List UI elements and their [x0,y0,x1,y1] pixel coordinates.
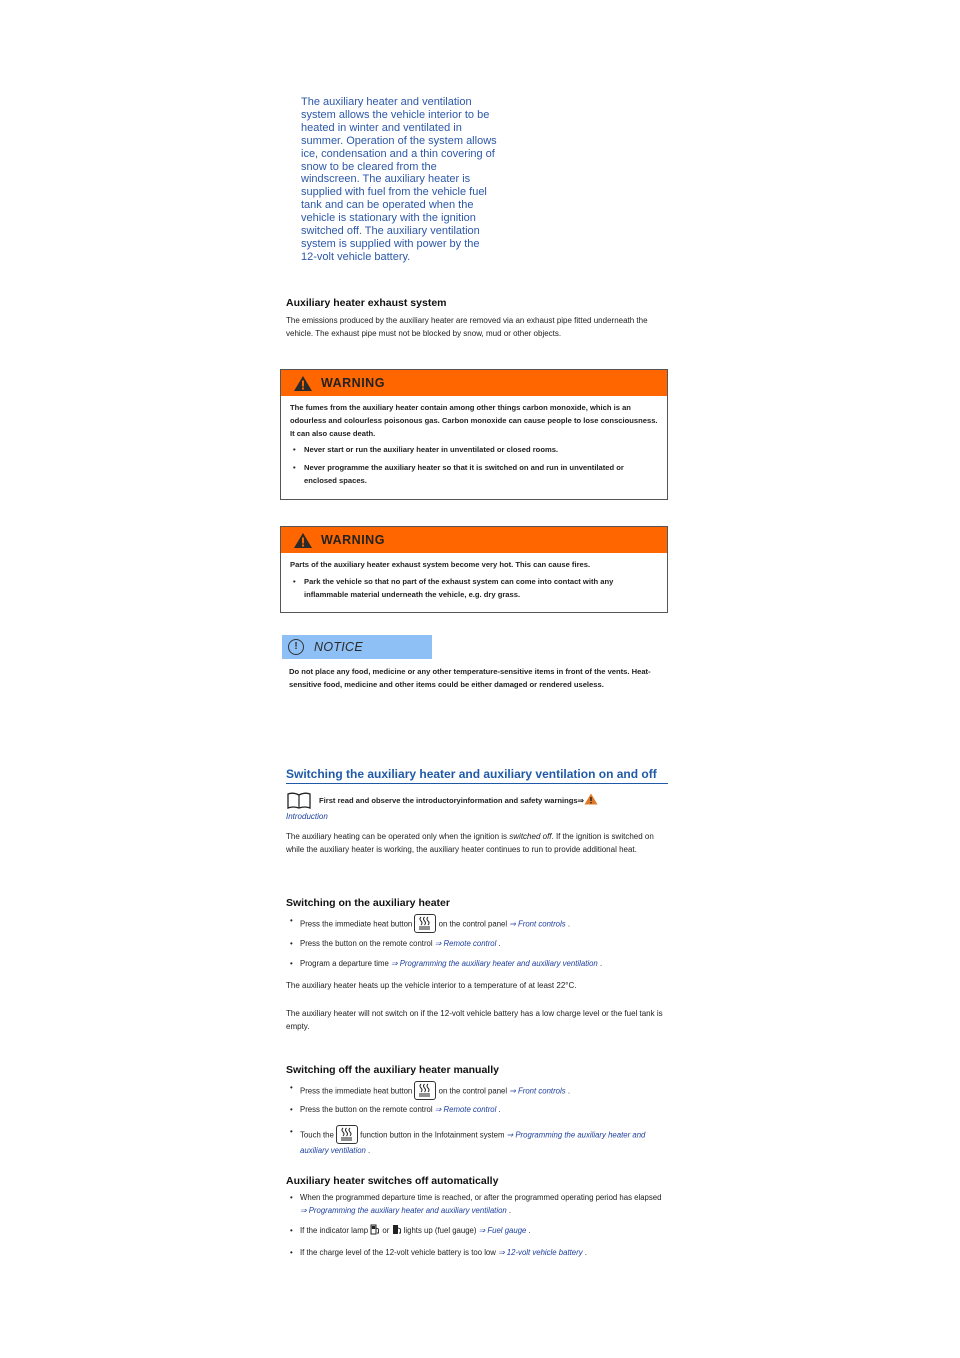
exhaust-heading: Auxiliary heater exhaust system [286,297,447,309]
item-text: on the control panel [438,1086,508,1096]
immediate-heat-icon [414,914,436,933]
notice-text: Do not place any food, medicine or any other temperature-sensitive items in front of the vents. Heat-sensitive food, medicine and other items could be either damaged or rendered useless. [289,667,651,689]
warning-box-hot-exhaust [280,526,668,613]
remote-control-link[interactable]: ⇒ Remote control [434,1105,497,1114]
item-text: Press the button on the remote control [300,1105,433,1114]
read-arrow: ⇒ [577,796,585,805]
warning-triangle-icon [293,532,313,549]
battery-link[interactable]: ⇒ 12-volt vehicle battery [498,1248,583,1257]
item-text: on the control panel [438,919,508,929]
list-item: • Touch the function button in the Infotainment system ⇒ Programming the auxiliary heater and auxiliary ventilation . [290,1127,646,1155]
programming-link[interactable]: ⇒ Programming the auxiliary heater and auxiliary ventilation [300,1205,507,1215]
remote-control-link[interactable]: ⇒ Remote control [434,939,497,948]
book-icon [286,791,312,810]
section-title: Switching the auxiliary heater and auxiliary ventilation on and off [286,767,668,784]
warning-text: Parts of the auxiliary heater exhaust system become very hot. This can cause fires. [290,560,591,569]
introduction-link[interactable]: Introduction [286,812,328,821]
switch-on-heading: Switching on the auxiliary heater [286,897,450,909]
notice-label: NOTICE [314,640,364,654]
warning-text: The fumes from the auxiliary heater contain among other things carbon monoxide, which is an odourless and colourless poisonous gas. Carbon monoxide can cause people to lose consciousness. It can also cause death. [290,403,658,438]
front-controls-link[interactable]: ⇒ Front controls [509,919,566,929]
temperature-text: The auxiliary heater heats up the vehicle interior to a temperature of at least 22°C. [286,981,577,990]
warning-label: WARNING [321,376,385,390]
list-item: • Press the button on the remote control ⇒ Remote control . [290,1105,501,1114]
fuel-lamp-icon [370,1224,380,1235]
read-first-text: First read and observe the introductoryinformation and safety warnings [319,796,578,805]
item-text: Press the button on the remote control [300,939,433,948]
programming-link[interactable]: ⇒ Programming the auxiliary heater and auxiliary ventilation [300,1130,646,1155]
warning-item: • Never programme the auxiliary heater so that it is switched on and run in unventilated or enclosed spaces. [290,462,658,488]
immediate-heat-icon [336,1125,358,1144]
item-text: When the programmed departure time is reached, or after the programmed operating period has elapsed [300,1193,662,1202]
warning-triangle-icon [293,375,313,392]
programming-link[interactable]: ⇒ Programming the auxiliary heater and auxiliary ventilation [391,959,598,968]
ignition-text-b: . If the ignition is switched on while the auxiliary heater is working, the auxiliary heater continues to run to provide additional heat. [286,832,654,854]
item-text: Program a departure time [300,959,389,968]
front-controls-link[interactable]: ⇒ Front controls [509,1086,566,1096]
item-text: Press the immediate heat button [300,919,413,929]
switch-off-heading: Switching off the auxiliary heater manually [286,1064,499,1076]
auto-off-heading: Auxiliary heater switches off automatically [286,1175,499,1187]
fuel-gauge-link[interactable]: ⇒ Fuel gauge [478,1226,527,1235]
warning-header [281,370,667,396]
item-text: function button in the Infotainment system [360,1130,505,1140]
ignition-text-a: The auxiliary heating can be operated only when the ignition is [286,832,510,841]
warning-item: • Park the vehicle so that no part of the exhaust system can come into contact with any inflammable material underneath the vehicle, e.g. dry grass. [290,576,658,602]
list-item: • Press the immediate heat button on the control panel ⇒ Front controls . [290,915,670,931]
list-item: • If the indicator lamp or lights up (fuel gauge) ⇒ Fuel gauge . [290,1226,531,1235]
list-item: • Press the immediate heat button on the control panel ⇒ Front controls . [290,1082,670,1098]
immediate-heat-icon [414,1081,436,1100]
fuel-lamp-icon [392,1224,402,1235]
list-item: • Program a departure time ⇒ Programming the auxiliary heater and auxiliary ventilation . [290,959,603,968]
warning-item: • Never start or run the auxiliary heater in unventilated or closed rooms. [290,444,658,457]
list-item: • Press the button on the remote control ⇒ Remote control . [290,939,501,948]
ignition-paragraph [286,830,668,856]
item-text: Touch the [300,1130,334,1140]
warning-triangle-icon [584,793,598,805]
notice-icon: ! [288,639,304,655]
notice-header [282,635,432,659]
ignition-emphasis: switched off [509,832,552,841]
list-item: • If the charge level of the 12-volt vehicle battery is too low ⇒ 12-volt vehicle battery . [290,1248,587,1257]
battery-text: The auxiliary heater will not switch on if the 12-volt vehicle battery has a low charge level or the fuel tank is empty. [286,1009,663,1031]
item-text: If the charge level of the 12-volt vehicle battery is too low [300,1248,496,1257]
list-item: • When the programmed departure time is reached, or after the programmed operating period has elapsed ⇒ Programming the auxiliary heater and auxiliary ventilation . [290,1193,662,1215]
item-text: If the indicator lamp [300,1226,369,1235]
item-text: lights up (fuel gauge) [403,1226,477,1235]
warning-box-fumes [280,369,668,500]
warning-header [281,527,667,553]
item-text: Press the immediate heat button [300,1086,413,1096]
read-first-line [319,795,598,807]
exhaust-text: The emissions produced by the auxiliary heater are removed via an exhaust pipe fitted underneath the vehicle. The exhaust pipe must not be blocked by snow, mud or other objects. [286,316,648,338]
item-text: or [382,1226,390,1235]
intro-text: The auxiliary heater and ventilation system allows the vehicle interior to be heated in winter and ventilated in summer. Operation of the system allows ice, condensation and a thin covering of snow to be cleared from the windscreen. The auxiliary heater is supplied with fuel from the vehicle fuel tank and can be operated when the vehicle is stationary with the ignition switched off. The auxiliary ventilation system is supplied with power by the 12-volt vehicle battery. [301,96,497,263]
warning-label: WARNING [321,533,385,547]
